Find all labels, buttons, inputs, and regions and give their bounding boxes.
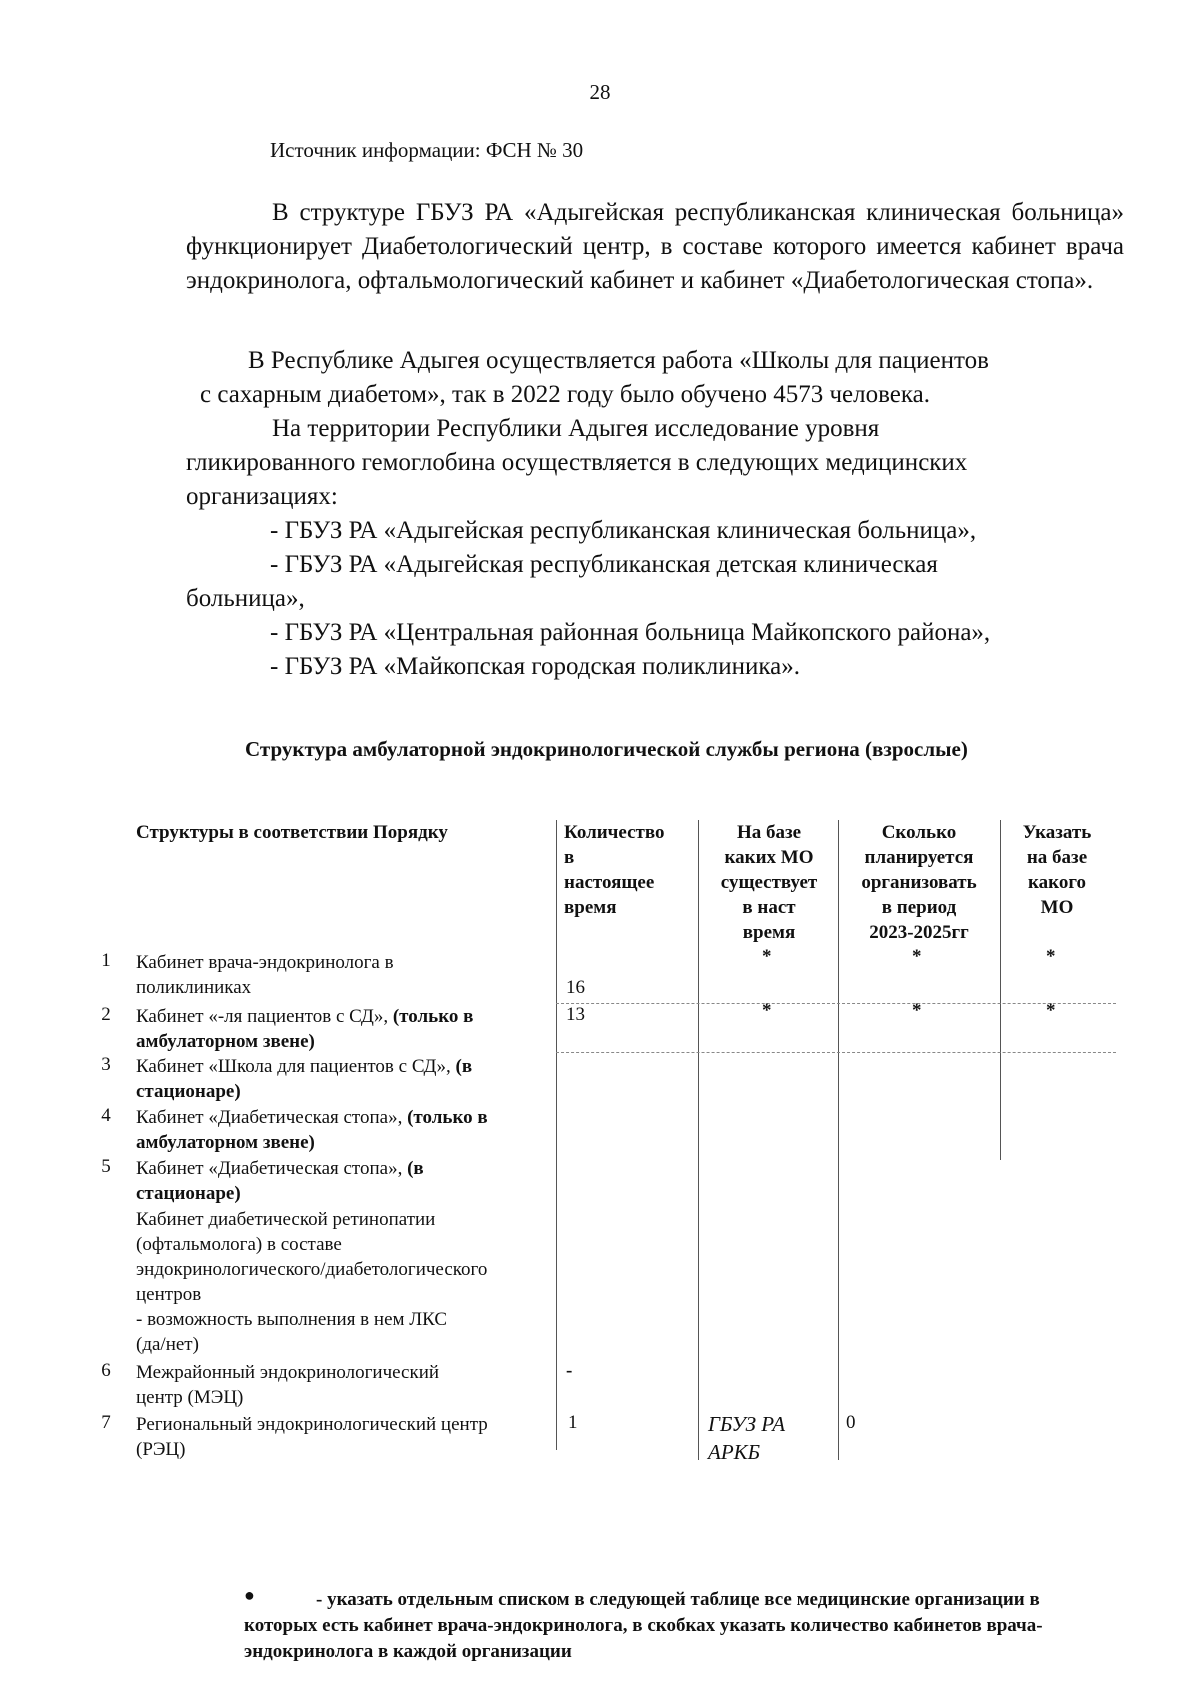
table-vline-2 bbox=[698, 820, 699, 1460]
list-item-4: - ГБУЗ РА «Майкопская городская поликлиника». bbox=[270, 653, 800, 680]
row-name-line: поликлиниках bbox=[136, 977, 252, 998]
row-name bbox=[136, 1412, 556, 1462]
header-count-line: в bbox=[564, 847, 575, 868]
row-name-bold: (в bbox=[455, 1056, 473, 1077]
header-mo-line: существует bbox=[720, 872, 818, 893]
header-count-line: настоящее bbox=[564, 872, 655, 893]
header-where-line: Указать bbox=[1022, 822, 1092, 843]
row-name bbox=[136, 1360, 556, 1410]
row-name-plain: Кабинет «Школа для пациентов с СД», bbox=[136, 1056, 456, 1077]
row-count: - bbox=[566, 1360, 573, 1381]
row-number: 6 bbox=[101, 1360, 111, 1381]
row-number: 5 bbox=[101, 1156, 111, 1177]
row-name-plain: Кабинет «-ля пациентов с СД», bbox=[136, 1006, 393, 1027]
row-count: 1 bbox=[568, 1412, 578, 1433]
page-number: 28 bbox=[589, 80, 611, 104]
row-plan: 0 bbox=[846, 1412, 856, 1433]
header-plan-line: Сколько bbox=[881, 822, 957, 843]
paragraph-2-line-2: с сахарным диабетом», так в 2022 году было обучено 4573 человека. bbox=[200, 381, 930, 408]
row-name-bold: (только в bbox=[392, 1006, 474, 1027]
list-item-2b: больница», bbox=[186, 585, 305, 612]
row-name-line: эндокринологического/диабетологического bbox=[136, 1259, 488, 1280]
row-name bbox=[136, 1156, 556, 1206]
paragraph-3-line-1: На территории Республики Адыгея исследование уровня bbox=[272, 415, 880, 442]
header-mo bbox=[706, 820, 832, 945]
paragraph-2-line-1: В Республике Адыгея осуществляется работа «Школы для пациентов bbox=[248, 347, 989, 374]
row-name-plain: Кабинет «Диабетическая стопа», bbox=[136, 1107, 408, 1128]
row-name-bold: (только в bbox=[407, 1107, 488, 1128]
row-name-line: Кабинет врача-эндокринолога в bbox=[136, 952, 394, 973]
row-name-bold: (в bbox=[407, 1158, 424, 1179]
header-where-line: какого bbox=[1027, 872, 1086, 893]
row-name-line: центр (МЭЦ) bbox=[136, 1387, 244, 1408]
paragraph-3 bbox=[186, 412, 1124, 684]
header-count bbox=[564, 820, 664, 920]
row-number: 7 bbox=[101, 1412, 111, 1433]
list-item-2a: - ГБУЗ РА «Адыгейская республиканская детская клиническая bbox=[270, 551, 938, 578]
row-mo-star: * bbox=[762, 1000, 772, 1021]
header-where-line: МО bbox=[1040, 897, 1074, 918]
row-where-star: * bbox=[1046, 1000, 1056, 1021]
paragraph-1: В структуре ГБУЗ РА «Адыгейская республиканская клиническая больница» функционирует Диабетологический центр, в составе которого имеется кабинет врача эндокринолога, офтальмологический кабинет и кабинет «Диабетологическая стопа». bbox=[186, 199, 1124, 294]
row-name bbox=[136, 1105, 556, 1155]
row-mo-star: * bbox=[762, 946, 772, 967]
row-name-bold-line: амбулаторном звене) bbox=[136, 1132, 315, 1153]
row-name-line: Межрайонный эндокринологический bbox=[136, 1362, 440, 1383]
header-plan-line: планируется bbox=[864, 847, 974, 868]
row-mo-line: АРКБ bbox=[708, 1440, 760, 1464]
header-mo-line: каких МО bbox=[724, 847, 814, 868]
list-item-1: - ГБУЗ РА «Адыгейская республиканская клиническая больница», bbox=[270, 517, 977, 544]
row-mo bbox=[708, 1410, 785, 1466]
row-name-line: Региональный эндокринологический центр bbox=[136, 1414, 488, 1435]
row-name bbox=[136, 1054, 556, 1104]
row-mo-line: ГБУЗ РА bbox=[708, 1412, 786, 1436]
table-hline-2 bbox=[556, 1052, 1116, 1053]
row-name bbox=[136, 1207, 556, 1357]
paragraph-3-line-3: организациях: bbox=[186, 483, 338, 510]
row-name-line: центров bbox=[136, 1284, 202, 1305]
row-name-line: - возможность выполнения в нем ЛКС bbox=[136, 1309, 448, 1330]
header-mo-line: в наст bbox=[742, 897, 796, 918]
header-mo-line: время bbox=[742, 922, 796, 943]
row-count: 13 bbox=[566, 1004, 585, 1025]
row-name-plain: Кабинет «Диабетическая стопа», bbox=[136, 1158, 408, 1179]
row-number: 1 bbox=[101, 950, 111, 971]
row-plan-star: * bbox=[912, 1000, 922, 1021]
header-plan-line: в период bbox=[881, 897, 957, 918]
row-plan-star: * bbox=[912, 946, 922, 967]
list-item-3: - ГБУЗ РА «Центральная районная больница Майкопского района», bbox=[270, 619, 991, 646]
row-number: 4 bbox=[101, 1105, 111, 1126]
paragraph-2 bbox=[200, 344, 1128, 412]
row-where-star: * bbox=[1046, 946, 1056, 967]
table-vline-1 bbox=[556, 820, 557, 1450]
row-name bbox=[136, 950, 556, 1000]
row-name-bold-line: амбулаторном звене) bbox=[136, 1031, 315, 1052]
row-name-line: (офтальмолога) в составе bbox=[136, 1234, 342, 1255]
header-where-line: на базе bbox=[1026, 847, 1088, 868]
row-count: 16 bbox=[566, 977, 585, 998]
table-vline-4 bbox=[1000, 820, 1001, 1160]
note-text: - указать отдельным списком в следующей таблице все медицинские организации в которых есть кабинет врача-эндокринолога, в скобках указать количество кабинетов врача-эндокринолога в каждой организации bbox=[244, 1589, 1043, 1662]
paragraph-3-line-2: гликированного гемоглобина осуществляется в следующих медицинских bbox=[186, 449, 968, 476]
row-name-line: Кабинет диабетической ретинопатии bbox=[136, 1209, 436, 1230]
header-where bbox=[1004, 820, 1110, 920]
table-hline-1 bbox=[556, 1003, 1116, 1004]
row-number: 2 bbox=[101, 1004, 111, 1025]
row-name bbox=[136, 1004, 556, 1054]
note-bullet: ● bbox=[244, 1585, 255, 1605]
row-name-line: (да/нет) bbox=[136, 1334, 199, 1355]
header-count-line: время bbox=[564, 897, 617, 918]
row-number: 3 bbox=[101, 1054, 111, 1075]
header-plan-line: 2023-2025гг bbox=[869, 922, 969, 943]
source-line: Источник информации: ФСН № 30 bbox=[270, 138, 584, 162]
header-plan bbox=[850, 820, 988, 945]
row-name-line: (РЭЦ) bbox=[136, 1439, 186, 1460]
header-mo-line: На базе bbox=[736, 822, 802, 843]
header-count-line: Количество bbox=[564, 822, 665, 843]
row-name-bold-line: стационаре) bbox=[136, 1183, 241, 1204]
header-plan-line: организовать bbox=[861, 872, 977, 893]
table-vline-3 bbox=[838, 820, 839, 1460]
row-name-bold-line: стационаре) bbox=[136, 1081, 241, 1102]
header-name: Структуры в соответствии Порядку bbox=[136, 822, 448, 843]
section-title: Структура амбулаторной эндокринологической службы региона (взрослые) bbox=[245, 737, 968, 761]
